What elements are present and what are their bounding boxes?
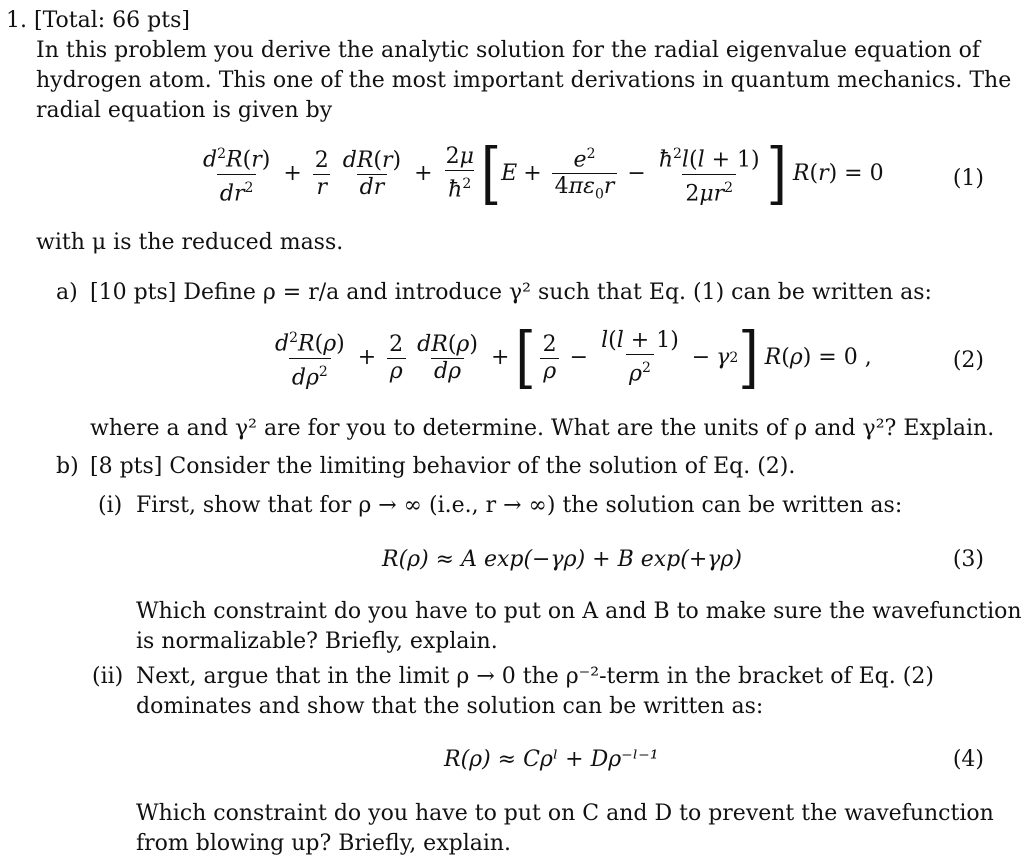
equation-4: R(ρ) ≈ Cρˡ + Dρ⁻ˡ⁻¹ bbox=[444, 747, 659, 772]
after-eq1-text: with μ is the reduced mass. bbox=[36, 230, 344, 255]
equation-3-number: (3) bbox=[952, 547, 984, 572]
part-b-label: b) bbox=[56, 454, 79, 479]
intro-line-2: hydrogen atom. This one of the most important derivations in quantum mechanics. The bbox=[36, 68, 1012, 93]
part-b-i-question-1: Which constraint do you have to put on A and B to make sure the wavefunction bbox=[136, 599, 1022, 624]
equation-4-number: (4) bbox=[952, 747, 984, 772]
part-b-i-question-2: is normalizable? Briefly, explain. bbox=[136, 629, 498, 654]
problem-header: 1. [Total: 66 pts] bbox=[6, 8, 190, 33]
part-b-ii-label: (ii) bbox=[92, 664, 124, 689]
part-b-ii-text-1: Next, argue that in the limit ρ → 0 the ρ⁻²-term in the bracket of Eq. (2) bbox=[136, 664, 934, 689]
equation-1: $\frac{d^2R(r)}{dr^2}$ + $\frac{2}{r}$ $\frac{dR(r)}{dr}$ + $\frac{2\mu}{ħ^2}$ [ E + $\frac{e^2}{4\pi\varepsilon_0r}$ − $\frac{ħ^2l(l + 1)}{2\mu r^2}$ ] R(r) = 0 bbox=[203, 135, 884, 213]
part-b-ii-question-1: Which constraint do you have to put on C and D to prevent the wavefunction bbox=[136, 801, 994, 826]
equation-2: $\frac{d^2R(\rho)}{d\rho^2}$ + $\frac{2}{\rho}$ $\frac{dR(\rho)}{d\rho}$ + [ $\frac{2}{\rho}$ − $\frac{l(l + 1)}{\rho^2}$ − γ 2 ] R(ρ) = 0 , bbox=[275, 319, 872, 397]
equation-2-number: (2) bbox=[952, 348, 984, 373]
part-b-text: [8 pts] Consider the limiting behavior of the solution of Eq. (2). bbox=[90, 454, 796, 479]
part-b-ii-question-2: from blowing up? Briefly, explain. bbox=[136, 831, 512, 856]
part-b-ii-text-2: dominates and show that the solution can be written as: bbox=[136, 694, 764, 719]
equation-3: R(ρ) ≈ A exp(−γρ) + B exp(+γρ) bbox=[382, 547, 742, 572]
part-a-text: [10 pts] Define ρ = r/a and introduce γ² such that Eq. (1) can be written as: bbox=[90, 280, 932, 305]
intro-line-3: radial equation is given by bbox=[36, 98, 333, 123]
part-b-i-label: (i) bbox=[98, 493, 123, 518]
part-b-i-text: First, show that for ρ → ∞ (i.e., r → ∞) the solution can be written as: bbox=[136, 493, 903, 518]
equation-1-number: (1) bbox=[952, 166, 984, 191]
part-a-question: where a and γ² are for you to determine. What are the units of ρ and γ²? Explain. bbox=[90, 416, 995, 441]
part-a-label: a) bbox=[56, 280, 78, 305]
intro-line-1: In this problem you derive the analytic solution for the radial eigenvalue equation of bbox=[36, 38, 981, 63]
